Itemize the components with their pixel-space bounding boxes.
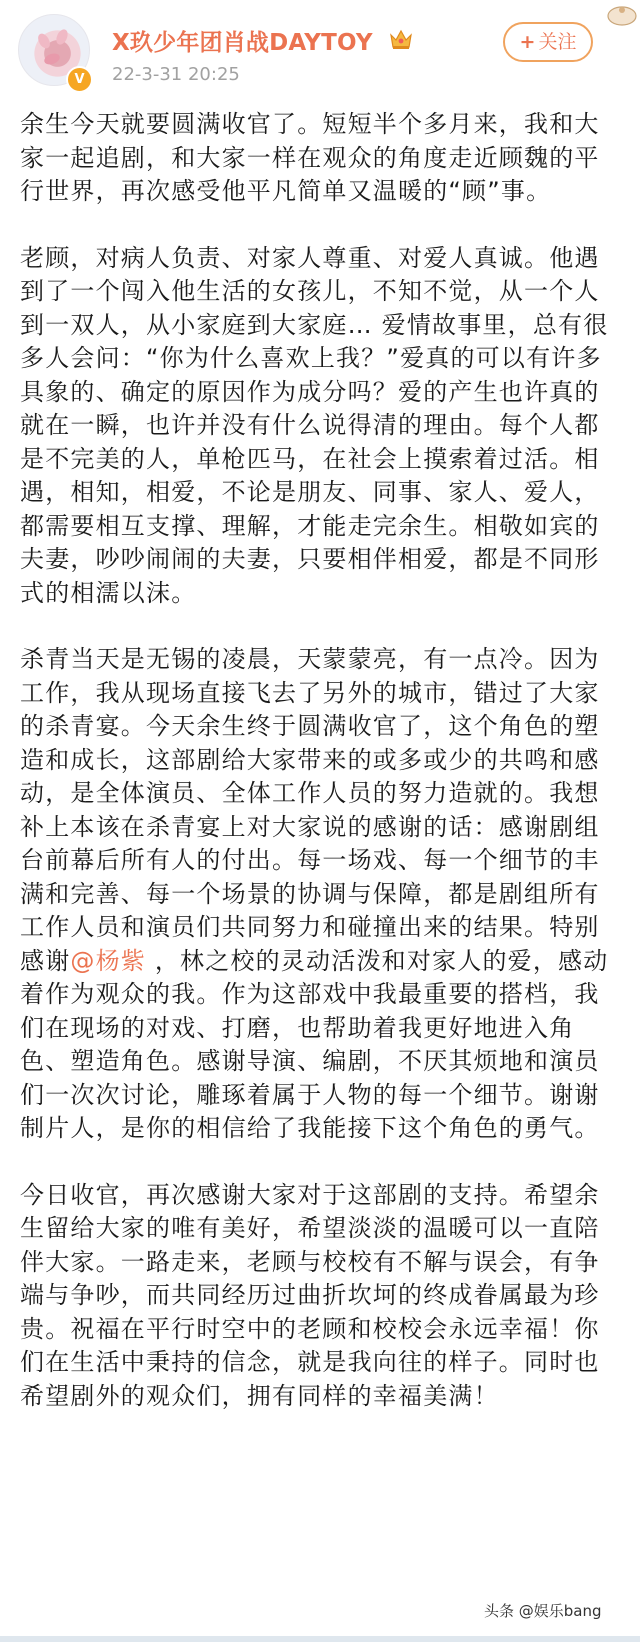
post-header [0,0,640,112]
mention-link[interactable]: @杨紫 [70,946,147,975]
paragraph-text: 余生今天就要圆满收官了。短短半个多月来，我和大家一起追剧，和大家一样在观众的角度走近顾魏的平行世界，再次感受他平凡简单又温暖的“顾”事。 [20,110,600,205]
post-paragraph [20,108,620,209]
plus-icon: + [519,31,536,53]
post-timestamp: 22-3-31 20:25 [112,64,240,85]
paragraph-text: ，林之校的灵动活泼和对家人的爱，感动着作为观众的我。作为这部戏中我最重要的搭档，我们在现场的对戏、打磨，也帮助着我更好地进入角色、塑造角色。感谢导演、编剧，不厌其烦地和演员们一次次讨论，雕琢着属于人物的每一个细节。谢谢制片人，是你的相信给了我能接下这个角色的勇气。 [20,946,609,1142]
author-name[interactable]: X玖少年团肖战DAYTOY [112,30,373,56]
paragraph-text: 今日收官，再次感谢大家对于这部剧的支持。希望余生留给大家的唯有美好，希望淡淡的温暖可以一直陪伴大家。一路走来，老顾与校校有不解与误会，有争端与争吵，而共同经历过曲折坎坷的终成眷属最为珍贵。祝福在平行时空中的老顾和校校会永远幸福！你们在生活中秉持的信念，就是我向往的样子。同时也希望剧外的观众们，拥有同样的幸福美满！ [20,1180,600,1410]
bottom-divider [0,1636,640,1642]
paragraph-text: 老顾，对病人负责、对家人尊重、对爱人真诚。他遇到了一个闯入他生活的女孩儿，不知不觉，从一个人到一双人，从小家庭到大家庭… 爱情故事里，总有很多人会问：“你为什么喜欢上我？”爱真的可以有许多具象的、确定的原因作为成分吗？爱的产生也许真的就在一瞬，也许并没有什么说得清的理由。每个人都是不完美的人，单枪匹马，在社会上摸索着过活。相遇，相知，相爱，不论是朋友、同事、家人、爱人，都需要相互支撑、理解，才能走完余生。相敬如宾的夫妻，吵吵闹闹的夫妻，只要相伴相爱，都是不同形式的相濡以沫。 [20,243,609,607]
crown-icon [388,27,414,51]
post-paragraph [20,242,620,611]
follow-label: 关注 [538,31,577,53]
verified-v-icon: V [66,66,93,93]
post-body [20,108,620,1413]
watermark: 头条 @娱乐bang [478,1598,608,1623]
follow-button[interactable] [503,22,593,62]
post-paragraph [20,643,620,1146]
post-paragraph [20,1179,620,1414]
decoration-icon [596,0,640,40]
paragraph-text: 杀青当天是无锡的凌晨，天蒙蒙亮，有一点冷。因为工作，我从现场直接飞去了另外的城市，错过了大家的杀青宴。今天余生终于圆满收官了，这个角色的塑造和成长，这部剧给大家带来的或多或少的共鸣和感动，是全体演员、全体工作人员的努力造就的。我想补上本该在杀青宴上对大家说的感谢的话：感谢剧组台前幕后所有人的付出。每一场戏、每一个细节的丰满和完善、每一个场景的协调与保障，都是剧组所有工作人员和演员们共同努力和碰撞出来的结果。特别感谢 [20,645,600,975]
